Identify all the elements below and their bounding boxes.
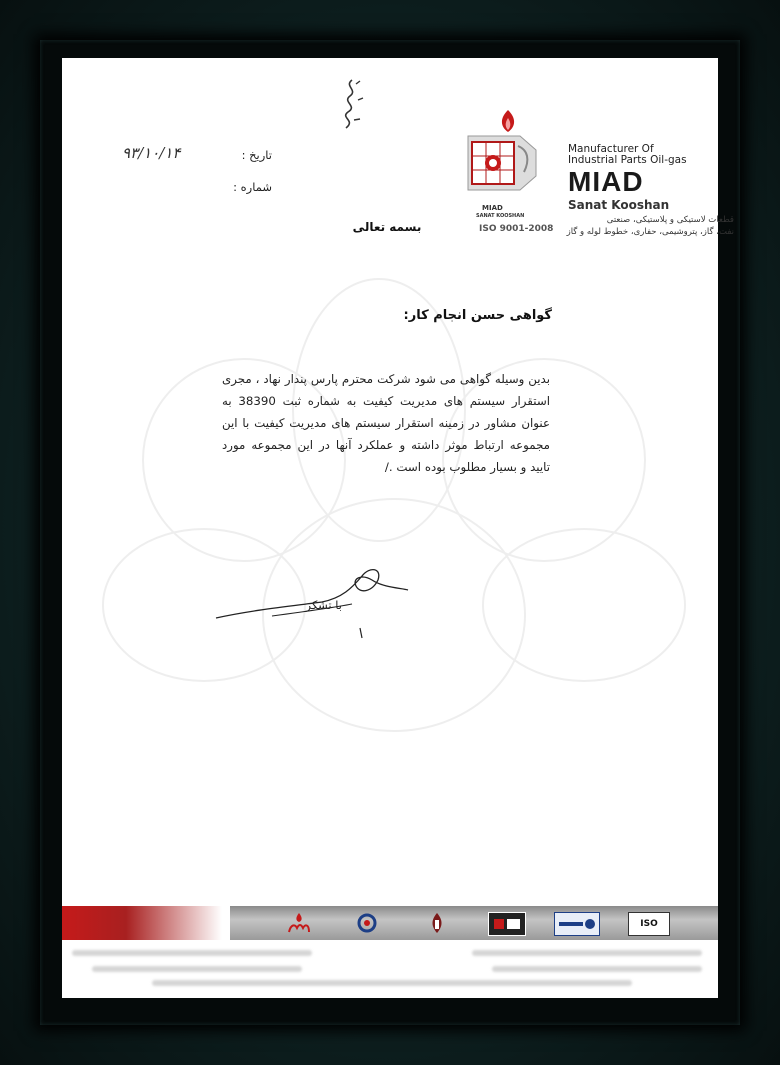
handwritten-note	[332, 76, 372, 136]
iso-label: ISO 9001-2008	[479, 224, 554, 234]
company-subname: Sanat Kooshan	[568, 198, 670, 212]
date-label: تاریخ :	[241, 148, 272, 162]
flame-logo-icon	[426, 912, 448, 934]
oil-company-icon	[286, 912, 312, 934]
company-logo	[462, 86, 734, 237]
closing-regards: با تشکر	[305, 598, 342, 612]
footer-logo-band	[230, 906, 718, 940]
logo-small-text: MIAD	[482, 204, 503, 212]
miad-logo-icon	[462, 106, 540, 202]
iso-badge-icon: ISO	[628, 912, 670, 936]
number-label: شماره :	[233, 180, 272, 194]
address-line	[72, 950, 312, 956]
company-persian-line-1: قطعات لاستیکی و پلاستیکی، صنعتی	[606, 215, 734, 225]
address-line	[492, 966, 702, 972]
company-persian-line-2: نفت، گاز، پتروشیمی، حفاری، خطوط لوله و گاز	[566, 227, 734, 237]
date-value: ۹۳/۱۰/۱۴	[122, 144, 181, 162]
footer-address-blurred	[72, 946, 708, 990]
address-line	[92, 966, 302, 972]
basmala: بسمه تعالی	[352, 220, 422, 234]
logo-small-sub: SANAT KOOSHAN	[476, 213, 525, 219]
circle-logo-icon	[356, 912, 378, 934]
footer-red-band	[62, 906, 222, 940]
letter-title: گواهی حسن انجام کار:	[403, 308, 552, 323]
company-tagline-1: Manufacturer Of	[568, 143, 654, 155]
address-line	[472, 950, 702, 956]
cert-badge-icon	[488, 912, 526, 936]
letter-page	[62, 58, 734, 998]
footer-strip	[62, 906, 718, 940]
address-line	[152, 980, 632, 986]
letter-body: بدین وسیله گواهی می شود شرکت محترم پارس پندار نهاد ، مجری استقرار سیستم های مدیریت کیفیت به شماره ثبت 38390 به عنوان مشاور در زمینه استقرار سیستم های مدیریت کیفیت با این مجموعه ارتباط موثر داشته و عملکرد آنها در این مجموعه مورد تایید و بسیار مطلوب بوده است ./	[222, 372, 550, 474]
company-tagline-2: Industrial Parts Oil-gas	[568, 154, 687, 166]
company-name: MIAD	[568, 166, 644, 197]
blue-badge-icon	[554, 912, 600, 936]
